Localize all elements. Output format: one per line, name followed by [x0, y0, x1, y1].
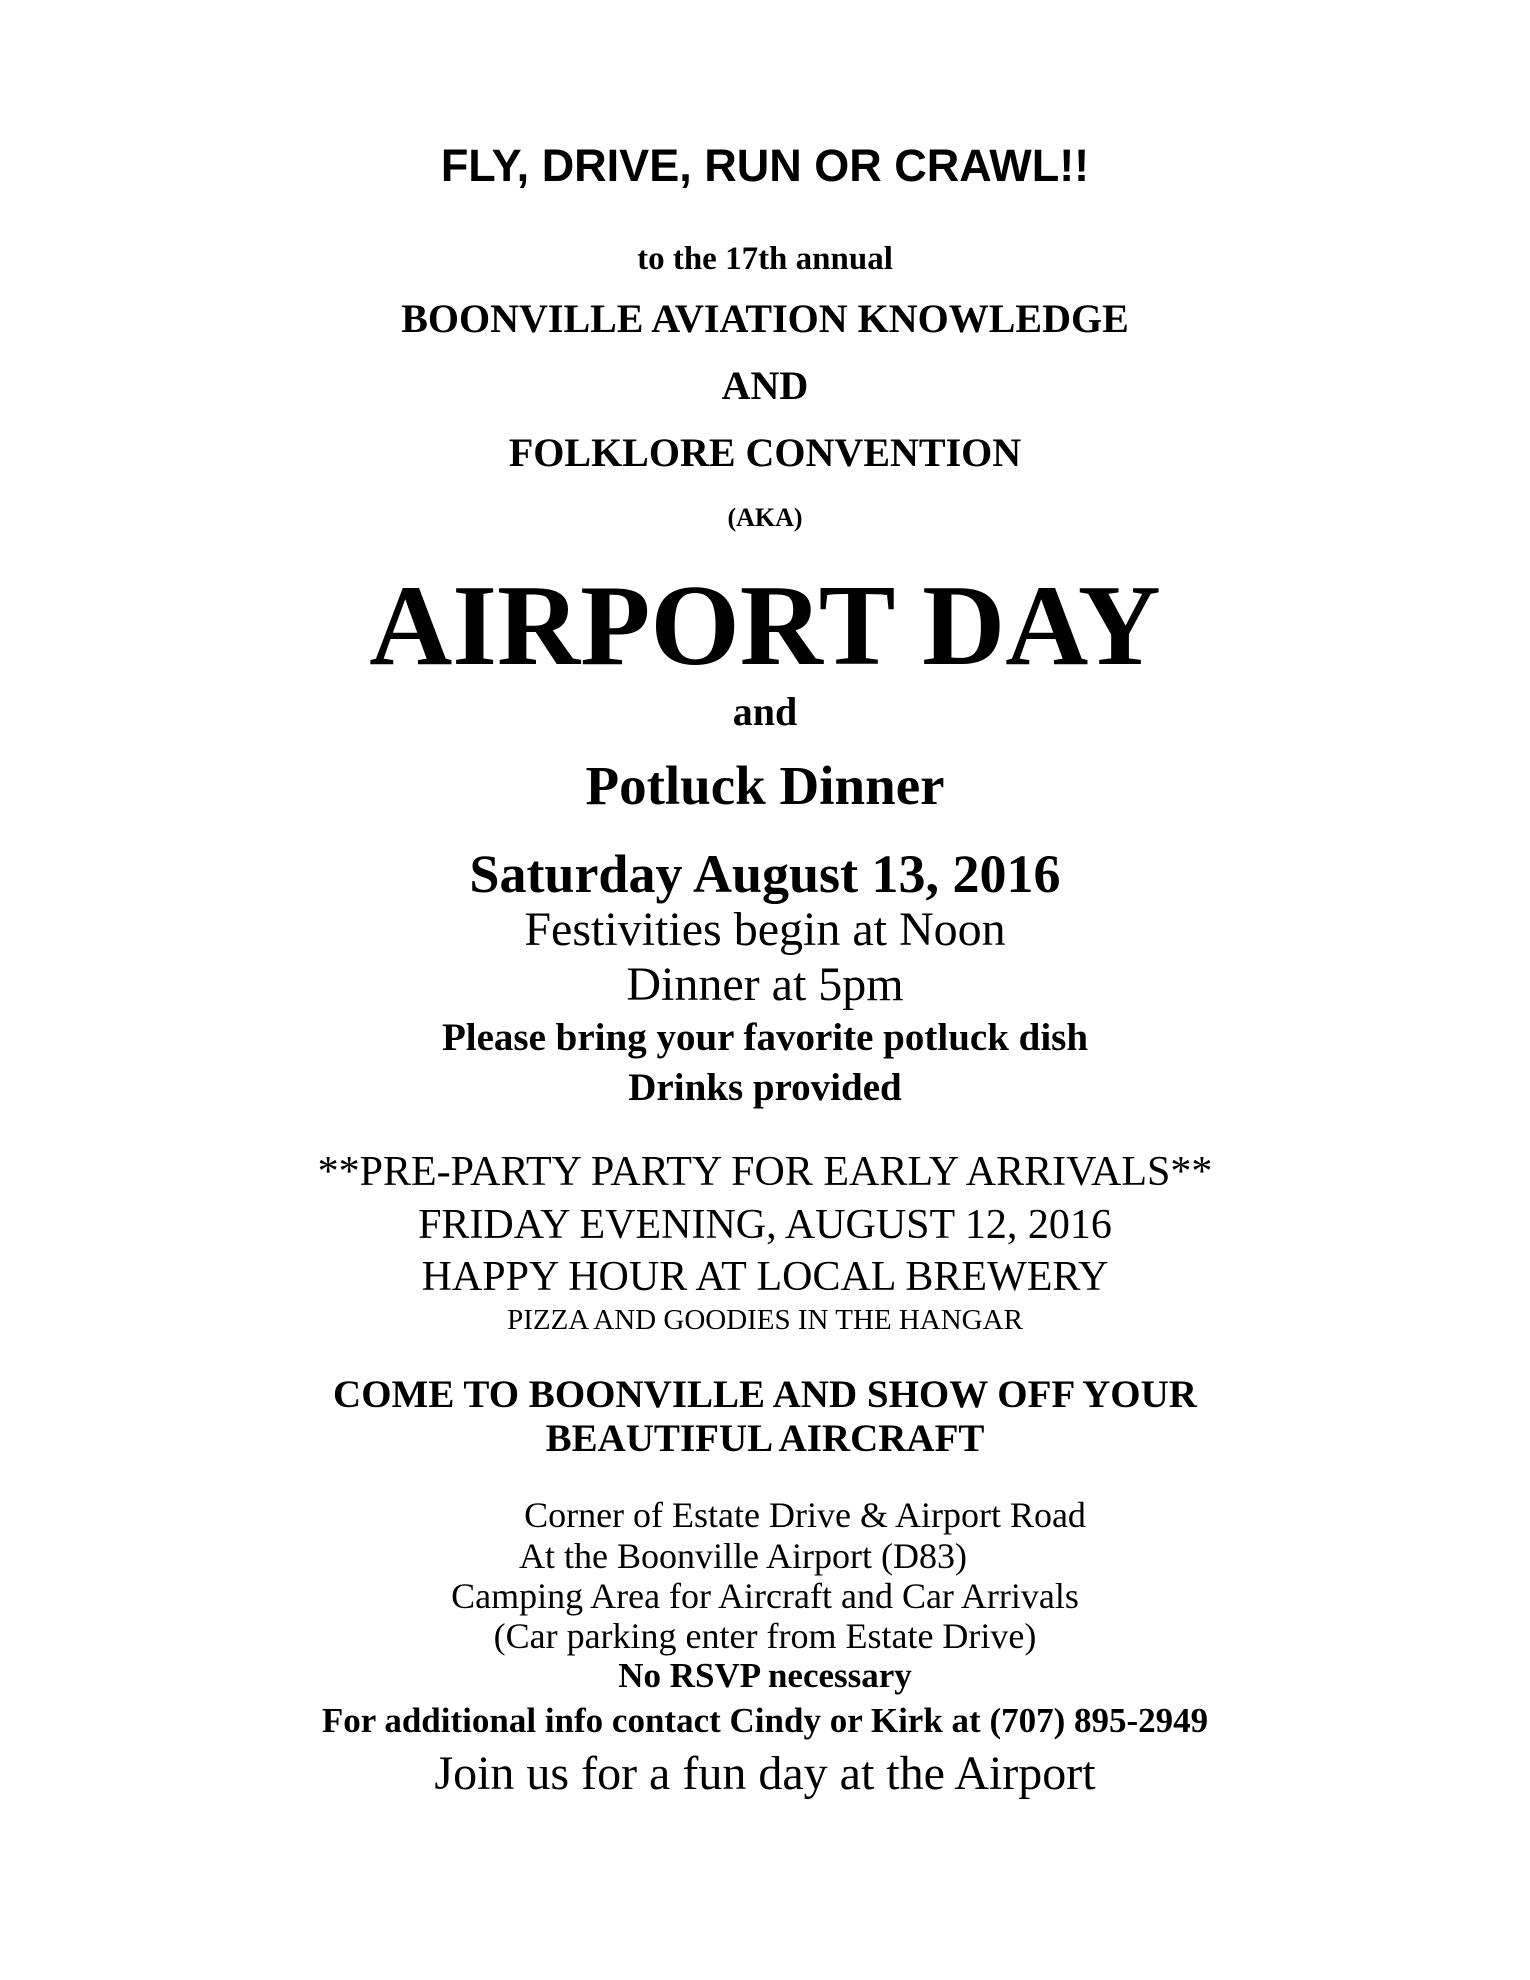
parking-text: (Car parking enter from Estate Drive): [493, 1616, 1037, 1656]
event-date: Saturday August 13, 2016: [469, 844, 1061, 904]
airport-text: At the Boonville Airport (D83): [519, 1536, 967, 1576]
event-name-line-1: BOONVILLE AVIATION KNOWLEDGE: [401, 296, 1129, 341]
pre-party-date: FRIDAY EVENING, AUGUST 12, 2016: [418, 1202, 1112, 1248]
and-text: and: [732, 689, 798, 734]
event-name-line-2: AND: [721, 363, 809, 408]
intro-text: to the 17th annual: [637, 241, 893, 277]
pizza-text: PIZZA AND GOODIES IN THE HANGAR: [507, 1304, 1023, 1336]
aka-label: (AKA): [727, 503, 803, 532]
rsvp-text: No RSVP necessary: [618, 1656, 912, 1695]
subtitle-potluck: Potluck Dinner: [585, 755, 945, 816]
pre-party-heading: **PRE-PARTY PARTY FOR EARLY ARRIVALS**: [317, 1149, 1213, 1195]
closing-text: Join us for a fun day at the Airport: [434, 1747, 1096, 1800]
happy-hour-text: HAPPY HOUR AT LOCAL BREWERY: [421, 1254, 1109, 1300]
call-to-action-line-2: BEAUTIFUL AIRCRAFT: [545, 1417, 985, 1460]
camping-text: Camping Area for Aircraft and Car Arrivals: [451, 1576, 1079, 1616]
potluck-note: Please bring your favorite potluck dish: [441, 1016, 1089, 1059]
address-text: Corner of Estate Drive & Airport Road: [524, 1495, 1086, 1535]
headline: FLY, DRIVE, RUN OR CRAWL!!: [440, 140, 1090, 191]
festivities-time: Festivities begin at Noon: [524, 903, 1006, 956]
call-to-action-line-1: COME TO BOONVILLE AND SHOW OFF YOUR: [333, 1373, 1197, 1416]
dinner-time: Dinner at 5pm: [626, 958, 904, 1011]
event-name-line-3: FOLKLORE CONVENTION: [508, 430, 1022, 475]
contact-text: For additional info contact Cindy or Kirk at (707) 895-2949: [321, 1701, 1209, 1740]
main-title: AIRPORT DAY: [369, 562, 1161, 689]
drinks-note: Drinks provided: [628, 1066, 902, 1109]
